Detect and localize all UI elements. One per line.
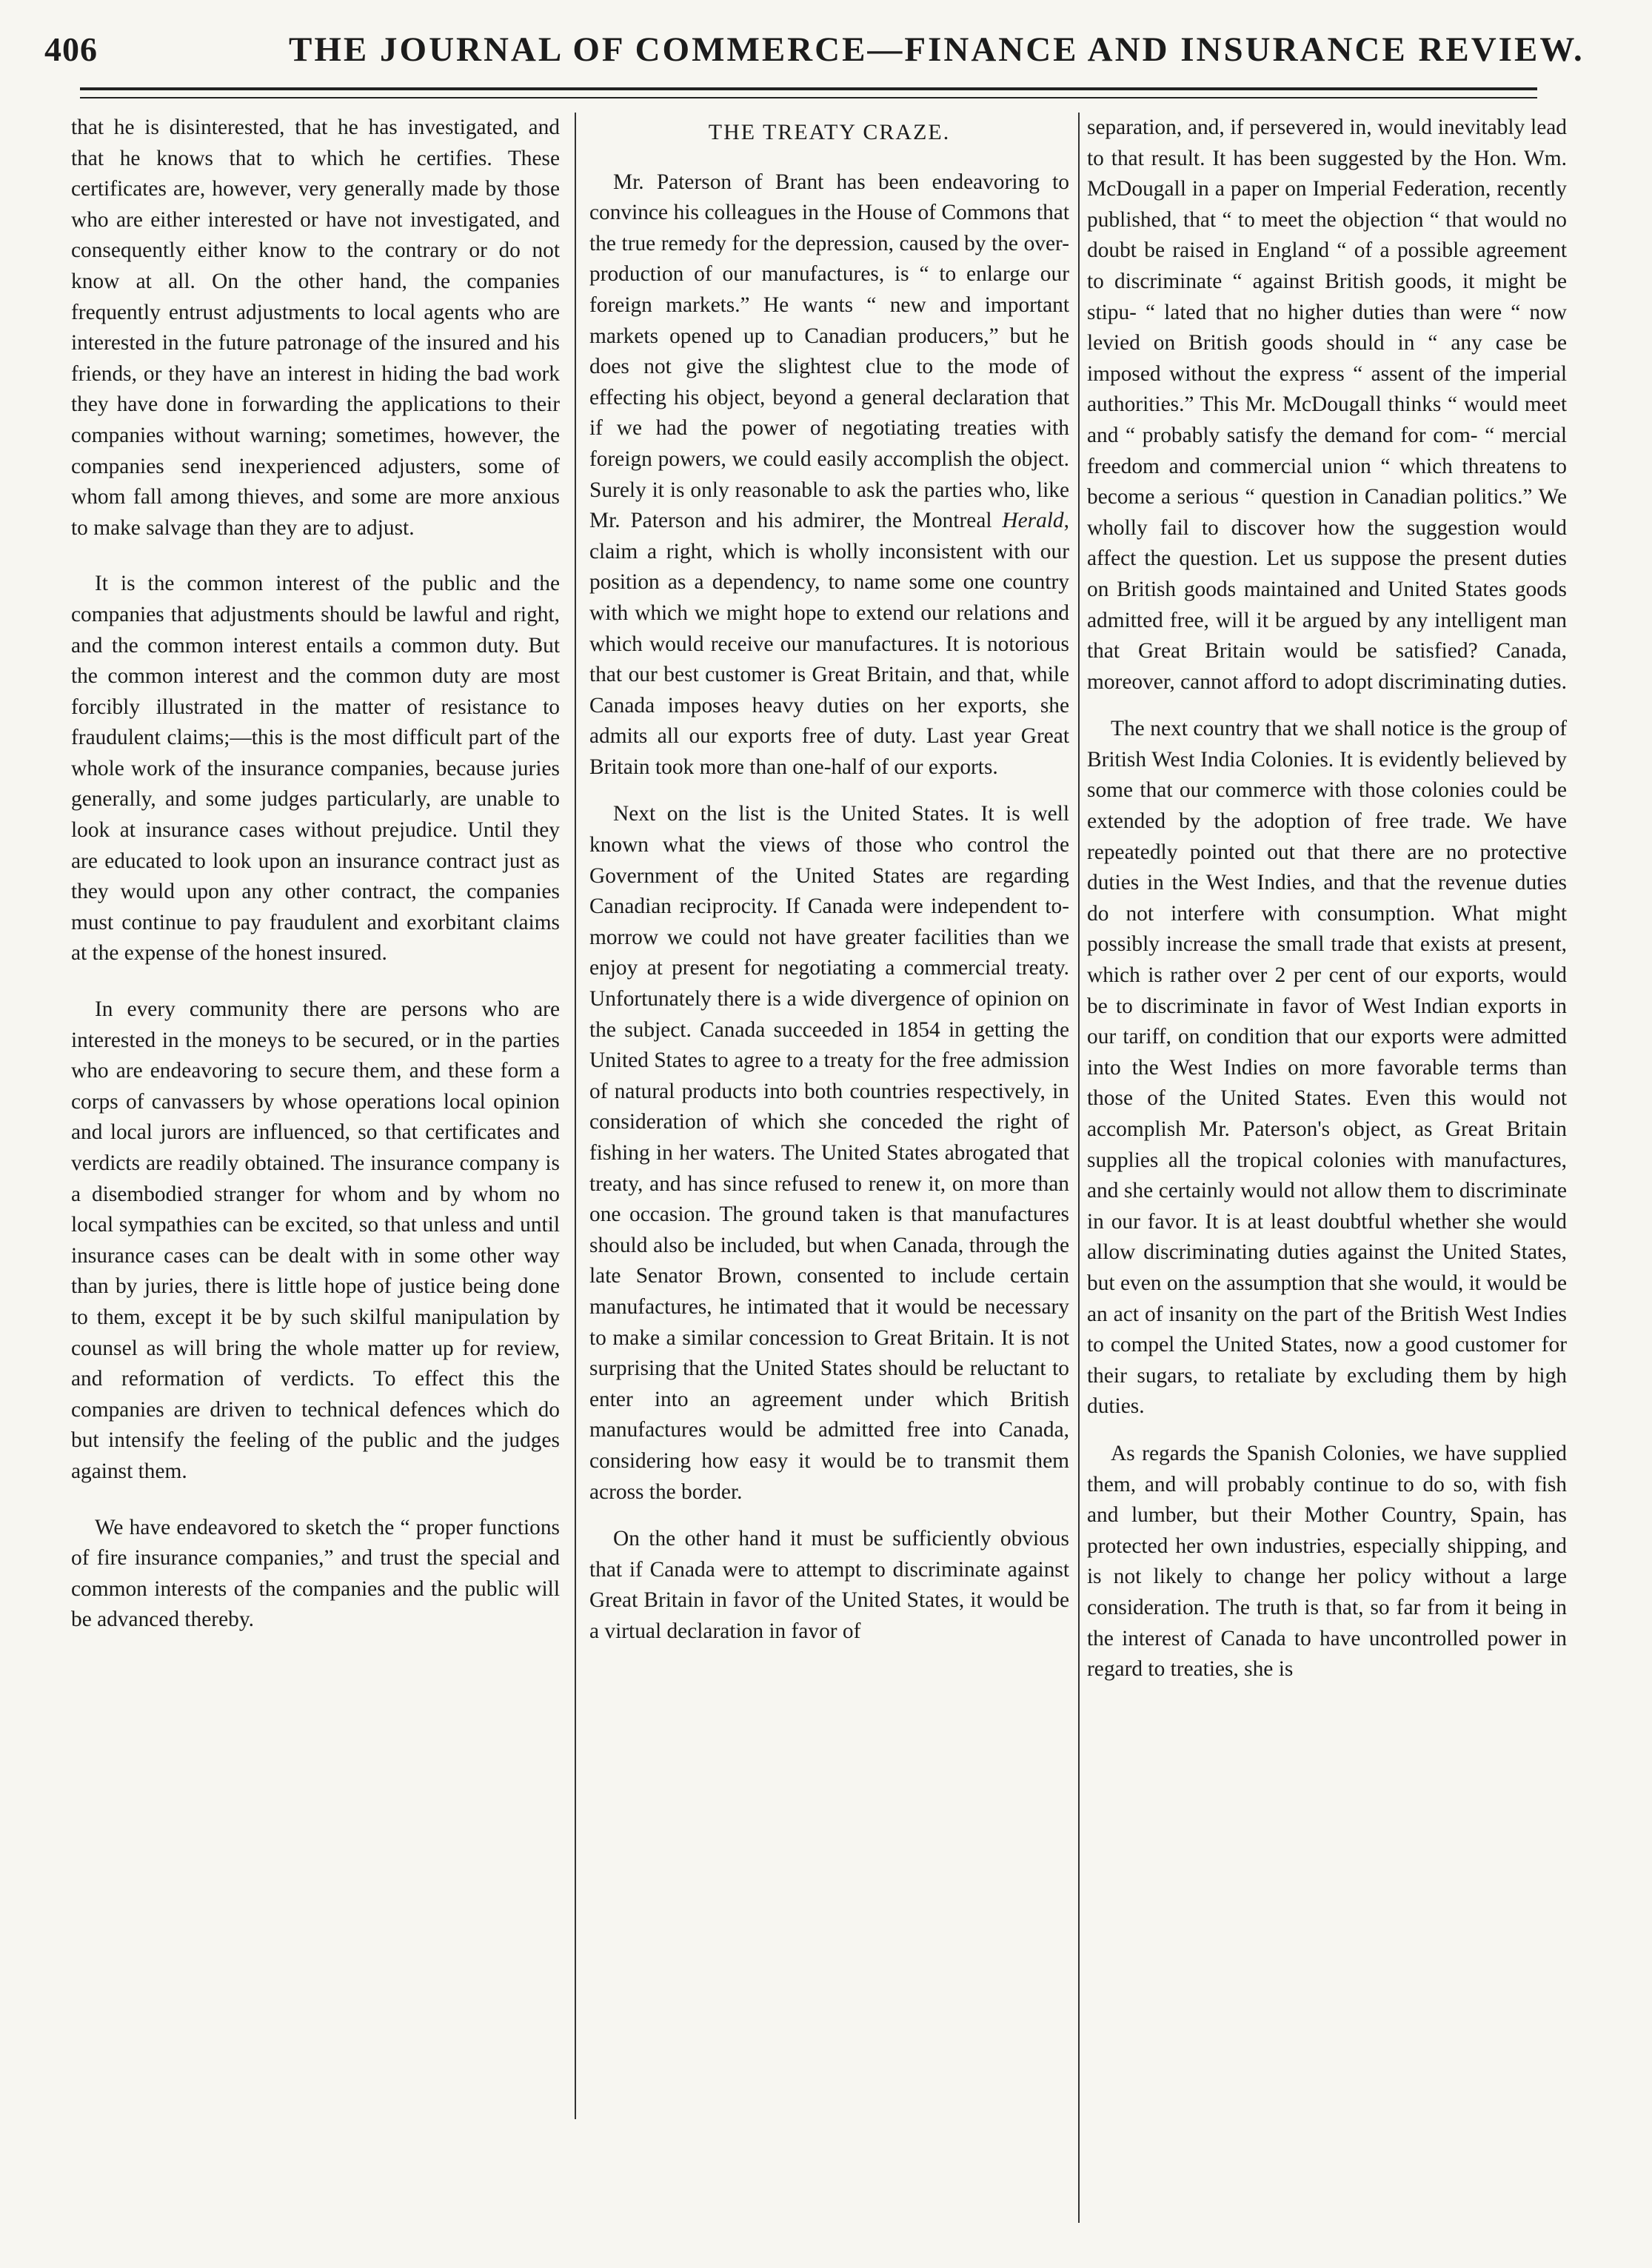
header-rule-thin [80, 97, 1537, 98]
column-2-paragraph-2: Next on the list is the United States. It is well known what the views of those who control the Government of the United States are regarding Canadian reciprocity. If Canada were independent to-morrow we could not have greater facilities than we enjoy at present for negotiating a commercial treaty. Unfortunately there is a wide divergence of opinion on the subject. Canada succeeded in 1854 in getting the United States to agree to a treaty for the free admission of natural products into both countries respectively, in consideration of which she conceded the right of fishing in her waters. The United States abrogated that treaty, and has since refused to renew it, on more than one occasion. The ground taken is that manufactures should also be included, but when Canada, through the late Senator Brown, consented to include certain manufactures, he intimated that it would be necessary to make a similar concession to Great Britain. It is not surprising that the United States should be reluctant to enter into an agreement under which British manufactures would be admitted free into Canada, considering how easy it would be to transmit them across the border. [589, 802, 1070, 1504]
column-3-paragraph-2: The next country that we shall notice is the group of British West India Colonies. It is evidently believed by some that our commerce with those colonies could be extended by the adoption of free trade. We have repeatedly pointed out that there are no protective duties in the West Indies, and that the revenue duties do not interfere with consumption. What might possibly increase the small trade that exists at present, which is rather over 2 per cent of our exports, would be to discriminate in favor of West Indian exports in our tariff, on condition that our exports were admitted into the West Indies on more favorable terms than those of the United States. Even this would not accomplish Mr. Paterson's object, as Great Britain supplies all the tropical colonies with manufactures, and she certainly would not allow them to discriminate in our favor. It is at least doubtful whether she would allow discriminating duties against the United States, but even on the assumption that she would, it would be an act of insanity on the part of the British West Indies to compel the United States, now a good customer for their sugars, to retaliate by excluding them by high duties. [1087, 717, 1567, 1419]
herald-name: Herald [1002, 509, 1064, 533]
column-1-paragraph-4: We have endeavored to sketch the “ proper functions of fire insurance companies,” and trust the special and common interests of the companies and the public will be advanced thereby. [71, 1515, 560, 1632]
article-title: THE TREATY CRAZE. [708, 120, 951, 144]
column-2-paragraph-3: On the other hand it must be sufficiently obvious that if Canada were to attempt to discriminate against Great Britain in favor of the United States, it would be a virtual declaration in favor of [589, 1527, 1069, 1643]
column-2 [589, 113, 1069, 1648]
column-1-paragraph-3: In every community there are persons who are interested in the moneys to be secured, or in the parties who are endeavoring to secure them, and these form a corps of canvassers by whose operations local opinion and local jurors are influenced, so that certificates and verdicts are readily obtained. The insurance company is a disembodied stranger for whom and by whom no local sympathies can be excited, so that unless and until insurance cases can be dealt with in some other way than by juries, there is little hope of justice being done to them, except it be by such skilful manipulation by counsel as will bring the whole matter up for review, and reformation of verdicts. To effect this the companies are driven to technical defences which do but intensify the feeling of the public and the judges against them. [71, 997, 560, 1483]
column-1-paragraph-2: It is the common interest of the public and the companies that adjustments should be lawful and right, and the common interest entails a common duty. But the common interest and the common duty are most forcibly illustrated in the matter of resistance to fraudulent claims;—this is the most difficult part of the whole work of the insurance companies, because juries generally, and some judges particularly, are unable to look at insurance cases without prejudice. Until they are educated to look upon an insurance contract just as they would upon any other contract, the companies must continue to pay fraudulent and exorbitant claims at the expense of the honest insured. [71, 572, 560, 966]
column-divider-right [1078, 113, 1080, 2223]
journal-title: THE JOURNAL OF COMMERCE—FINANCE AND INSURANCE REVIEW. [289, 30, 1585, 69]
column-3-paragraph-3: As regards the Spanish Colonies, we have supplied them, and will probably continue to do so, with fish and lumber, but their Mother Country, Spain, has protected her own industries, especially shipping, and is not likely to change her policy without a large consideration. The truth is that, so far from it being in the interest of Canada to have uncontrolled power in regard to treaties, she is [1087, 1441, 1567, 1682]
column-2-paragraph-1 [589, 167, 1069, 783]
page-number: 406 [44, 30, 98, 68]
column-1-paragraph-1: that he is disinterested, that he has investigated, and that he knows that to which he certifies. These certificates are, however, very generally made by those who are either interested or have not investigated, and consequently either know to the contrary or do not know at all. On the other hand, the companies frequently entrust adjustments to local agents who are interested in the future patronage of the insured and his friends, or they have an interest in hiding the bad work they have done in forwarding the applications to their companies without warning; sometimes, however, the companies send inexperienced adjusters, some of whom fall among thieves, and some are more anxious to make salvage than they are to adjust. [71, 116, 560, 540]
column-3 [1087, 113, 1567, 1685]
column-1 [71, 113, 560, 1636]
header-rule-thick [80, 87, 1537, 90]
paragraph-1-text: Mr. Paterson of Brant has been endeavoring to convince his colleagues in the House of Commons that the true remedy for the depression, caused by the over-production of our manufactures, is “ to enlarge our foreign markets.” He wants “ new and important markets opened up to Canadian producers,” but he does not give the slightest clue to the mode of effecting his object, beyond a general declaration that if we had the power of negotiating treaties with foreign powers, we could easily accomplish the object. Surely it is only reasonable to ask the parties who, like Mr. Paterson and his admirer, the Montreal [589, 170, 1069, 533]
column-3-paragraph-1: separation, and, if persevered in, would inevitably lead to that result. It has been suggested by the Hon. Wm. McDougall in a paper on Imperial Federation, recently published, that “ to meet the objection “ that would no doubt be raised in England “ of a possible agreement to discriminate “ against British goods, it might be stipu- “ lated that no higher duties than were “ now levied on British goods should in “ any case be imposed without the express “ assent of the imperial authorities.” This Mr. McDougall thinks “ would meet and “ probably satisfy the demand for com- “ mercial freedom and commercial union “ which threatens to become a serious “ question in Canadian politics.” We wholly fail to discover how the suggestion would affect the question. Let us suppose the present duties on British goods maintained and United States goods admitted free, will it be argued by any intelligent man that Great Britain would be satisfied? Canada, moreover, cannot afford to adopt discriminating duties. [1087, 116, 1567, 694]
page-header [44, 30, 1607, 74]
column-divider-left [575, 113, 576, 2119]
paragraph-1-continuation: , claim a right, which is wholly inconsistent with our position as a dependency, to name some one country with which we might hope to extend our relations and which would receive our manufactures. It is notorious that our best customer is Great Britain, and that, while Canada imposes heavy duties on her exports, she admits all our exports free of duty. Last year Great Britain took more than one-half of our exports. [589, 509, 1069, 779]
